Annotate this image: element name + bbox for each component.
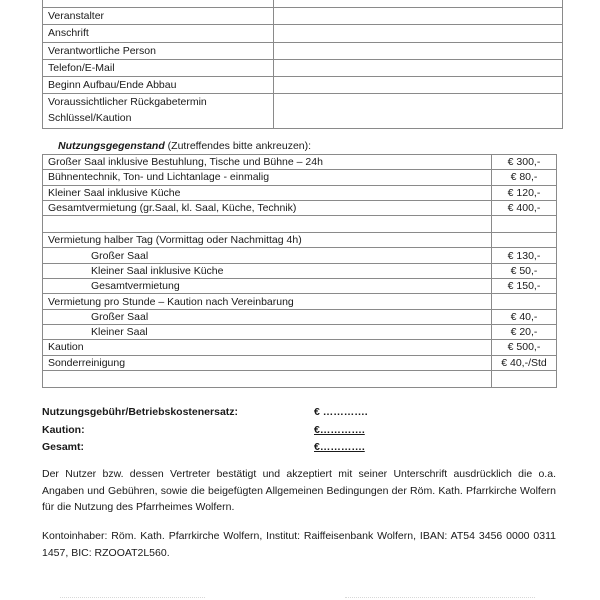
signature-line-right: [345, 597, 535, 598]
fee-label: Nutzungsgebühr/Betriebskostenersatz:: [42, 406, 239, 418]
price-item: Großer Saal: [43, 248, 492, 263]
price-value: [492, 370, 557, 387]
table-row: [43, 233, 557, 248]
return-date-field[interactable]: [274, 94, 563, 129]
address-field[interactable]: [274, 25, 563, 42]
total-row: [42, 439, 442, 457]
table-row: [43, 8, 563, 25]
return-date-label-line2: Schlüssel/Kaution: [48, 112, 132, 125]
usage-title-bold: Nutzungsgegenstand: [58, 140, 165, 152]
usage-title-hint: (Zutreffendes bitte ankreuzen):: [164, 140, 312, 152]
table-row: [43, 77, 563, 94]
totals-block: [42, 404, 442, 457]
deposit-label: Kaution:: [42, 423, 85, 436]
price-value: € 500,-: [492, 340, 557, 355]
info-label-setup-teardown: Beginn Aufbau/Ende Abbau: [43, 77, 274, 94]
table-row: [43, 94, 563, 129]
info-label-phone-email: Telefon/E-Mail: [43, 59, 274, 76]
price-value: € 400,-: [492, 200, 557, 215]
price-item: [43, 370, 492, 387]
price-value: € 150,-: [492, 279, 557, 294]
table-row: [43, 59, 563, 76]
price-group-heading: Vermietung pro Stunde – Kaution nach Vereinbarung: [43, 294, 492, 309]
deposit-row: [42, 422, 442, 440]
price-value: € 20,-: [492, 324, 557, 339]
price-table: [42, 154, 557, 388]
total-label: Gesamt:: [42, 441, 85, 453]
info-label-responsible-person: Verantwortliche Person: [43, 42, 274, 59]
table-row: [43, 25, 563, 42]
table-row[interactable]: [43, 155, 557, 170]
total-value-field[interactable]: €………….: [314, 441, 365, 453]
organizer-info-table: [42, 0, 563, 129]
table-row[interactable]: [43, 200, 557, 215]
setup-teardown-field[interactable]: [274, 77, 563, 94]
table-row: [43, 216, 557, 233]
price-value: [492, 233, 557, 248]
table-row[interactable]: [43, 279, 557, 294]
responsible-person-field[interactable]: [274, 42, 563, 59]
fee-row: [42, 404, 442, 422]
price-item: Großer Saal: [43, 309, 492, 324]
price-value: € 130,-: [492, 248, 557, 263]
table-row[interactable]: [43, 185, 557, 200]
return-date-label-line1: Voraussichtlicher Rückgabetermin: [48, 96, 207, 109]
table-row[interactable]: [43, 324, 557, 339]
price-group-heading: Vermietung halber Tag (Vormittag oder Nachmittag 4h): [43, 233, 492, 248]
table-row: [43, 42, 563, 59]
price-item: [43, 216, 492, 233]
info-value-field[interactable]: [274, 0, 563, 8]
price-value: [492, 294, 557, 309]
table-row: [43, 370, 557, 387]
table-row: [43, 0, 563, 8]
price-item: Kleiner Saal inklusive Küche: [43, 263, 492, 278]
confirmation-paragraph: Der Nutzer bzw. dessen Vertreter bestätigt und akzeptiert mit seiner Unterschrift ausdrücklich die o.a. Angaben und Gebühren, sowie die beigefügten Allgemeinen Bedingungen der Röm. Kath. Pfarrkirche Wolfern für die Nutzung des Pfarrheimes Wolfern.: [42, 468, 556, 514]
fee-value-field[interactable]: € ………….: [314, 406, 368, 418]
table-row[interactable]: [43, 355, 557, 370]
price-value: € 80,-: [492, 170, 557, 185]
table-row[interactable]: [43, 170, 557, 185]
table-row[interactable]: [43, 309, 557, 324]
price-item: Bühnentechnik, Ton- und Lichtanlage - einmalig: [43, 170, 492, 185]
price-value: € 40,-: [492, 309, 557, 324]
price-item: Kaution: [43, 340, 492, 355]
usage-section-title: [58, 140, 311, 152]
price-item: Kleiner Saal: [43, 324, 492, 339]
info-label: [43, 0, 274, 8]
price-item: Gesamtvermietung: [43, 279, 492, 294]
bank-details-paragraph: Kontoinhaber: Röm. Kath. Pfarrkirche Wolfern, Institut: Raiffeisenbank Wolfern, IBAN: AT54 3456 0000 0311 1457, BIC: RZOOAT2L560.: [42, 530, 556, 559]
table-row: [43, 294, 557, 309]
phone-email-field[interactable]: [274, 59, 563, 76]
price-item: Kleiner Saal inklusive Küche: [43, 185, 492, 200]
price-item: Gesamtvermietung (gr.Saal, kl. Saal, Küche, Technik): [43, 200, 492, 215]
price-item: Sonderreinigung: [43, 355, 492, 370]
table-row[interactable]: [43, 263, 557, 278]
price-value: € 300,-: [492, 155, 557, 170]
organizer-field[interactable]: [274, 8, 563, 25]
price-value: [492, 216, 557, 233]
price-value: € 50,-: [492, 263, 557, 278]
price-value: € 40,-/Std: [492, 355, 557, 370]
info-label-return-date: [43, 94, 274, 129]
deposit-value-field[interactable]: €………….: [314, 423, 365, 436]
table-row[interactable]: [43, 340, 557, 355]
price-value: € 120,-: [492, 185, 557, 200]
table-row[interactable]: [43, 248, 557, 263]
price-item: Großer Saal inklusive Bestuhlung, Tische und Bühne – 24h: [43, 155, 492, 170]
info-label-address: Anschrift: [43, 25, 274, 42]
signature-line-left: [60, 597, 205, 598]
info-label-organizer: Veranstalter: [43, 8, 274, 25]
